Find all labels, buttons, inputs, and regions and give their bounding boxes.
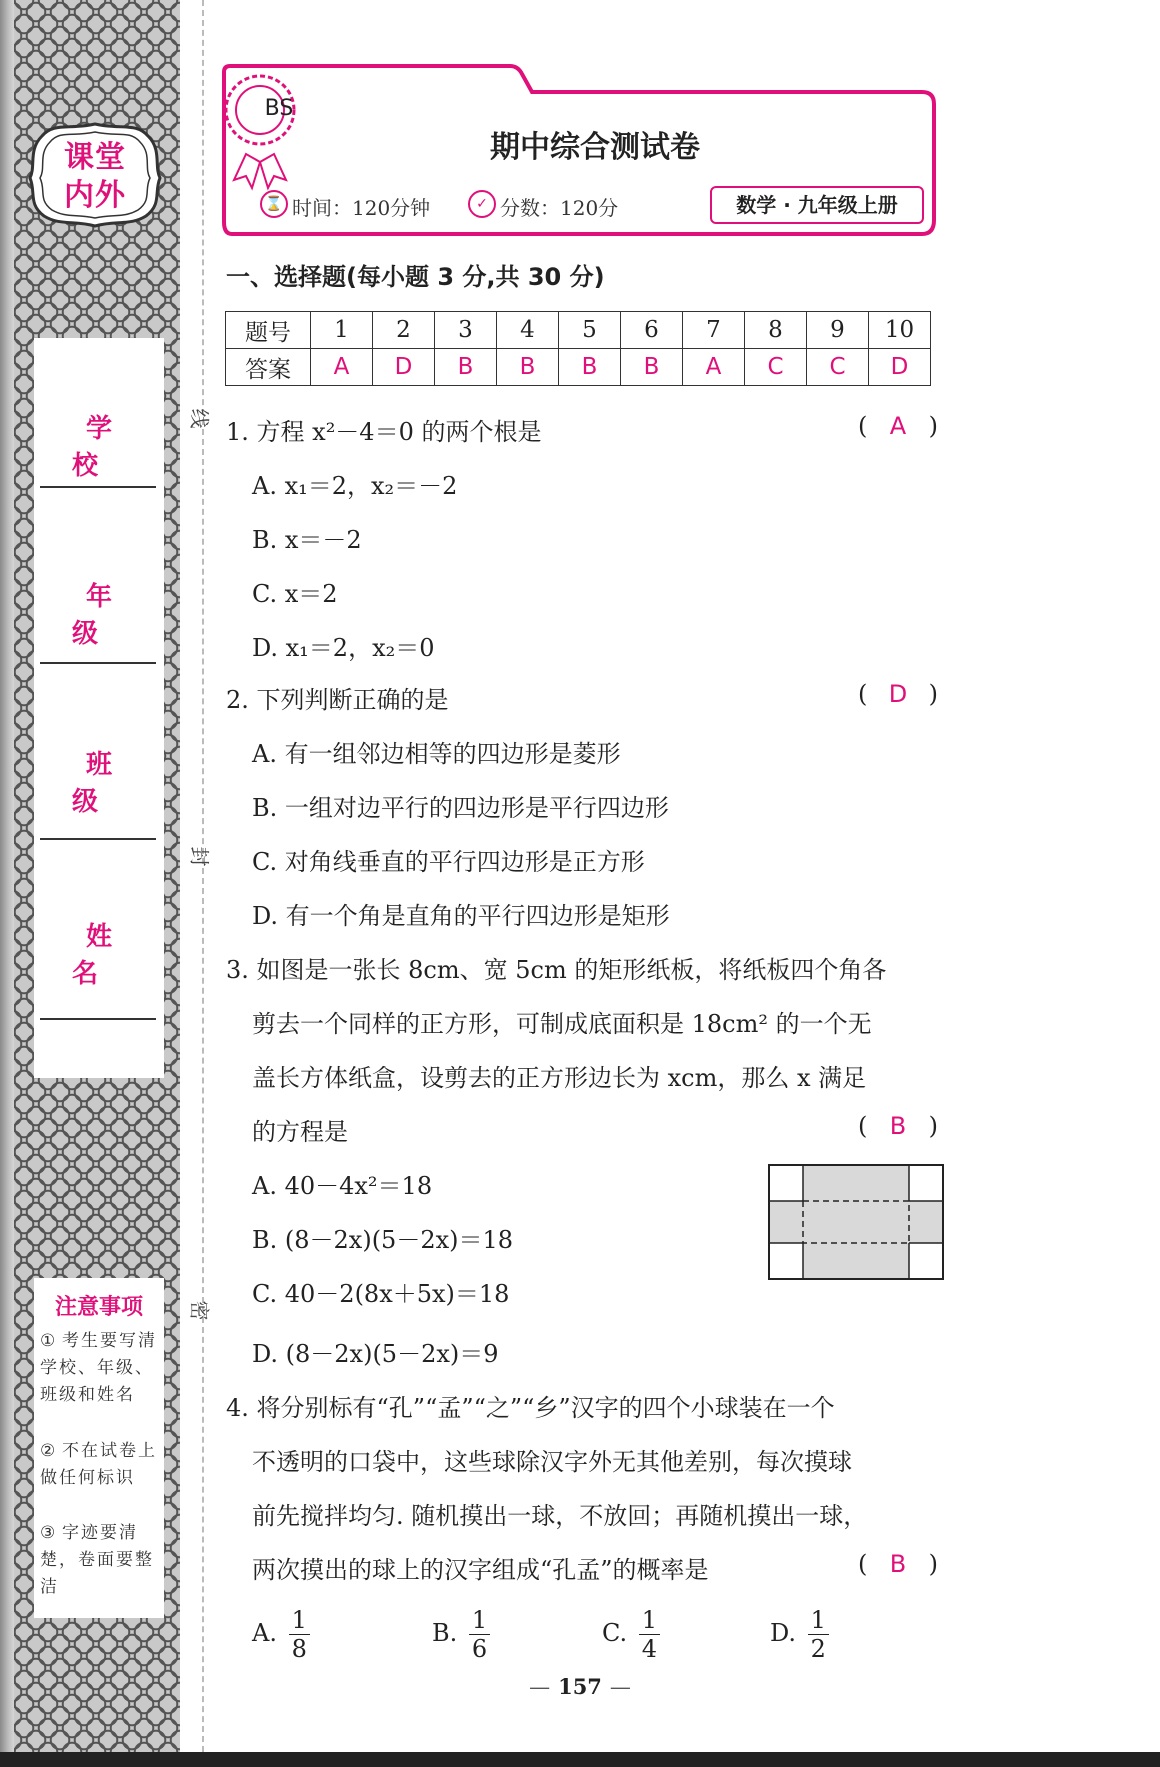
answer-cell[interactable]: D: [869, 349, 931, 386]
note-text: 字迹要清楚，卷面要整洁: [40, 1523, 154, 1597]
class-label: 班级: [71, 750, 140, 817]
binding-cut-line: [202, 0, 204, 1752]
name-input-line[interactable]: [40, 1018, 156, 1020]
answer-cell[interactable]: A: [311, 349, 373, 386]
numerator: 1: [639, 1606, 660, 1635]
answer-cell[interactable]: B: [435, 349, 497, 386]
cardboard-figure: [768, 1164, 944, 1280]
question-4-stem-line: 前先搅拌均匀. 随机摸出一球，不放回；再随机摸出一球，: [252, 1502, 868, 1530]
question-number-cell: 4: [497, 312, 559, 349]
fraction: [639, 1606, 660, 1663]
option-label: D.: [770, 1619, 797, 1647]
note-item: [40, 1438, 160, 1492]
note-text: 不在试卷上做任何标识: [40, 1441, 157, 1488]
fraction: [469, 1606, 490, 1663]
question-number-cell: 3: [435, 312, 497, 349]
option-label: A.: [252, 1619, 277, 1647]
question-number-cell: 8: [745, 312, 807, 349]
question-number-cell: 1: [311, 312, 373, 349]
subject-tag: 数学 · 九年级上册: [710, 186, 924, 224]
option-label: B.: [432, 1619, 458, 1647]
denominator: 4: [641, 1635, 658, 1663]
question-4-stem-line: 不透明的口袋中，这些球除汉字外无其他差别，每次摸球: [252, 1448, 852, 1476]
denominator: 2: [810, 1635, 826, 1663]
answer-choice[interactable]: B: [889, 1112, 907, 1140]
table-row-numbers: [226, 312, 931, 349]
bracket-close: ): [928, 1550, 938, 1578]
table-header-cell: 答案: [226, 349, 311, 386]
bracket-close: ): [928, 1112, 938, 1140]
grade-label: 年级: [71, 582, 140, 649]
page-edge-shadow: [0, 0, 14, 1752]
answer-choice[interactable]: A: [889, 412, 907, 440]
page-title: 期中综合测试卷: [490, 130, 700, 165]
denominator: 8: [291, 1635, 307, 1663]
checkmark-icon: ✓: [468, 190, 496, 218]
school-input-line[interactable]: [40, 486, 156, 488]
option-a: A. 40－4x²＝18: [252, 1172, 433, 1200]
bracket-open: (: [858, 1112, 868, 1140]
table-row-answers: [226, 349, 931, 386]
page-number: — 157 —: [520, 1674, 640, 1699]
edition-badge: BS: [264, 96, 294, 121]
option-d: D. 有一个角是直角的平行四边形是矩形: [252, 902, 670, 930]
answer-bracket: [858, 412, 938, 440]
section-title: 一、选择题(每小题 3 分,共 30 分): [226, 263, 605, 291]
answer-cell[interactable]: B: [621, 349, 683, 386]
answer-choice[interactable]: D: [888, 680, 908, 708]
option-d: [770, 1606, 829, 1663]
question-number-cell: 5: [559, 312, 621, 349]
question-number-cell: 6: [621, 312, 683, 349]
question-number-cell: 10: [869, 312, 931, 349]
numerator: 1: [469, 1606, 490, 1635]
numerator: 1: [289, 1606, 310, 1635]
bracket-close: ): [928, 412, 938, 440]
option-c: C. x＝2: [252, 580, 338, 608]
question-2-stem: 2. 下列判断正确的是: [226, 686, 449, 714]
binding-mark: 封: [187, 846, 212, 867]
bottom-bar: [0, 1752, 1160, 1767]
name-label: 姓名: [71, 922, 140, 989]
option-b: B. x＝－2: [252, 526, 362, 554]
binding-mark: 线: [187, 408, 212, 429]
bracket-open: (: [858, 412, 868, 440]
numerator: 1: [808, 1606, 829, 1635]
question-3-stem-line: 剪去一个同样的正方形，可制成底面积是 18cm² 的一个无: [252, 1010, 872, 1038]
answer-cell[interactable]: B: [559, 349, 621, 386]
option-d: D. (8－2x)(5－2x)＝9: [252, 1340, 499, 1368]
question-1-stem: 1. 方程 x²－4＝0 的两个根是: [226, 418, 542, 446]
time-limit: 时间：120分钟: [292, 196, 431, 220]
option-c: [602, 1606, 660, 1663]
answer-cell[interactable]: D: [373, 349, 435, 386]
bracket-open: (: [858, 680, 868, 708]
option-a: A. x₁＝2，x₂＝－2: [252, 472, 458, 500]
option-b: B. (8－2x)(5－2x)＝18: [252, 1226, 514, 1254]
class-input-line[interactable]: [40, 838, 156, 840]
total-score: 分数：120分: [500, 196, 619, 220]
question-number-cell: 9: [807, 312, 869, 349]
logo-text-line1: 课堂: [64, 140, 126, 175]
question-number-cell: 2: [373, 312, 435, 349]
answer-cell[interactable]: C: [745, 349, 807, 386]
question-4-stem-line: 4. 将分别标有“孔”“孟”“之”“乡”汉字的四个小球装在一个: [226, 1394, 835, 1422]
notes-title: 注意事项: [54, 1295, 143, 1320]
answer-bracket: [858, 1112, 938, 1140]
bracket-open: (: [858, 1550, 868, 1578]
option-c: C. 40－2(8x＋5x)＝18: [252, 1280, 510, 1308]
grade-input-line[interactable]: [40, 662, 156, 664]
note-item: [40, 1328, 160, 1409]
answer-table: [225, 311, 931, 386]
note-number: ③: [40, 1523, 58, 1543]
note-number: ①: [40, 1331, 58, 1351]
brand-logo: [26, 120, 164, 228]
denominator: 6: [471, 1635, 488, 1663]
question-number-cell: 7: [683, 312, 745, 349]
question-3-stem-line: 3. 如图是一张长 8cm、宽 5cm 的矩形纸板，将纸板四个角各: [226, 956, 887, 984]
answer-cell[interactable]: B: [497, 349, 559, 386]
option-a: A. 有一组邻边相等的四边形是菱形: [252, 740, 621, 768]
table-header-cell: 题号: [226, 312, 311, 349]
option-b: B. 一组对边平行的四边形是平行四边形: [252, 794, 669, 822]
student-info-panel: [34, 338, 164, 1078]
question-3-stem-line: 盖长方体纸盒，设剪去的正方形边长为 xcm，那么 x 满足: [252, 1064, 867, 1092]
bracket-close: ): [928, 680, 938, 708]
fraction: [808, 1606, 829, 1663]
logo-text-line2: 内外: [64, 178, 126, 213]
hourglass-icon: ⌛: [260, 190, 288, 218]
binding-mark: 密: [187, 1300, 212, 1321]
option-b: [432, 1606, 490, 1663]
option-a: [252, 1606, 310, 1663]
option-label: C.: [602, 1619, 628, 1647]
question-4-stem-line: 两次摸出的球上的汉字组成“孔孟”的概率是: [252, 1556, 709, 1584]
option-c: C. 对角线垂直的平行四边形是正方形: [252, 848, 645, 876]
question-3-stem-line: 的方程是: [252, 1118, 348, 1146]
option-d: D. x₁＝2，x₂＝0: [252, 634, 435, 662]
answer-choice[interactable]: B: [889, 1550, 907, 1578]
answer-bracket: [858, 680, 938, 708]
note-number: ②: [40, 1441, 58, 1461]
note-item: [40, 1520, 160, 1601]
answer-cell[interactable]: A: [683, 349, 745, 386]
answer-cell[interactable]: C: [807, 349, 869, 386]
fraction: [289, 1606, 310, 1663]
note-text: 考生要写清学校、年级、班级和姓名: [40, 1331, 157, 1405]
answer-bracket: [858, 1550, 938, 1578]
school-label: 学校: [71, 414, 140, 481]
